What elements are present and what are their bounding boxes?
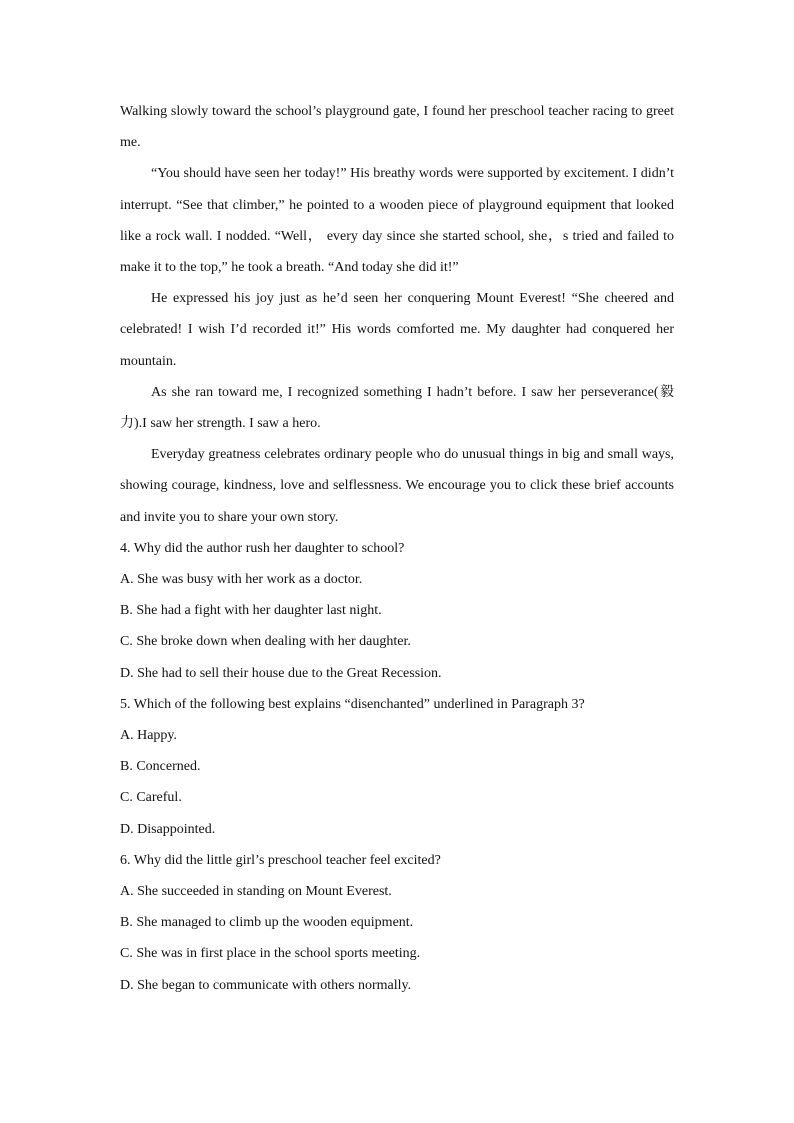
passage-paragraph-1: Walking slowly toward the school’s playground gate, I found her preschool teacher racing to greet me. — [120, 104, 674, 151]
option-c: C. Careful. — [120, 790, 182, 806]
question-stem: 5. Which of the following best explains “disenchanted” underlined in Paragraph 3? — [120, 696, 585, 712]
question-5 — [120, 689, 674, 845]
question-stem: 4. Why did the author rush her daughter to school? — [120, 540, 405, 556]
question-stem: 6. Why did the little girl’s preschool teacher feel excited? — [120, 852, 441, 868]
option-c: C. She was in first place in the school sports meeting. — [120, 946, 421, 962]
option-c: C. She broke down when dealing with her daughter. — [120, 634, 411, 650]
option-d: D. She had to sell their house due to the Great Recession. — [120, 665, 442, 681]
option-a: A. Happy. — [120, 728, 178, 744]
option-a: A. She was busy with her work as a doctor. — [120, 572, 363, 588]
option-d: D. Disappointed. — [120, 821, 216, 837]
question-4 — [120, 533, 674, 689]
passage-paragraph-3: He expressed his joy just as he’d seen her conquering Mount Everest! “She cheered and celebrated! I wish I’d recorded it!” His words comforted me. My daughter had conquered her mountain. — [120, 291, 674, 369]
option-d: D. She began to communicate with others normally. — [120, 977, 412, 993]
passage-paragraph-2: “You should have seen her today!” His breathy words were supported by excitement. I didn’t interrupt. “See that climber,” he pointed to a wooden piece of playground equipment that looked like a rock wall. I nodded. “Well， every day since she started school, she，s tried and failed to make it to the top,” he took a breath. “And today she did it!” — [120, 166, 674, 276]
passage-paragraph-4: As she ran toward me, I recognized something I hadn’t before. I saw her perseverance(毅力).I saw her strength. I saw a hero. — [120, 384, 674, 432]
question-6 — [120, 845, 674, 1001]
passage-paragraph-5: Everyday greatness celebrates ordinary people who do unusual things in big and small ways, showing courage, kindness, love and selflessness. We encourage you to click these brief accounts and invite you to share your own story. — [120, 447, 674, 525]
option-b: B. She had a fight with her daughter last night. — [120, 603, 382, 619]
option-b: B. Concerned. — [120, 759, 201, 775]
document-page — [120, 96, 674, 1001]
option-a: A. She succeeded in standing on Mount Everest. — [120, 884, 392, 900]
option-b: B. She managed to climb up the wooden equipment. — [120, 915, 414, 931]
